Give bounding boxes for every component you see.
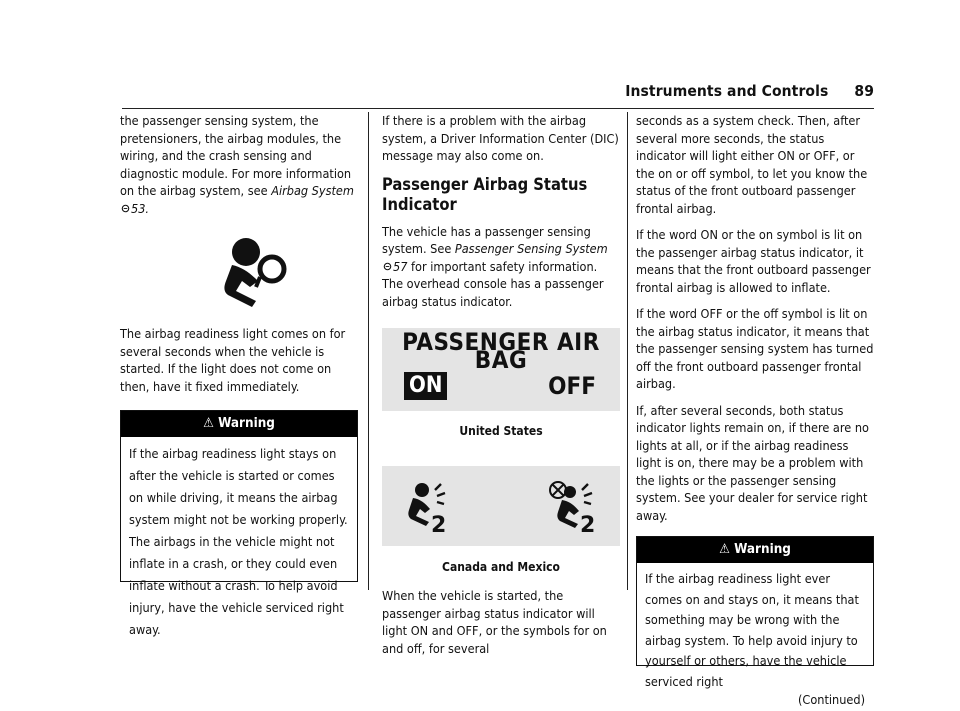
passenger-sensing-page[interactable]: 57 xyxy=(393,258,408,274)
canada-mexico-caption: Canada and Mexico xyxy=(442,559,560,574)
warning-triangle-icon: ⚠ xyxy=(719,542,730,557)
warning-triangle-icon: ⚠ xyxy=(203,416,214,431)
page-number: 89 xyxy=(854,82,874,100)
warning-box xyxy=(120,410,358,637)
readiness-paragraph: The airbag readiness light comes on for several seconds when the vehicle is started. If the light does not come on then, have it fixed immediately. xyxy=(120,326,346,394)
on-indicator: ON xyxy=(404,372,447,400)
header-rule xyxy=(122,108,874,109)
dic-paragraph: If there is a problem with the airbag system, a Driver Information Center (DIC) message may also come on. xyxy=(382,113,619,163)
svg-text:2: 2 xyxy=(431,512,447,536)
column-1 xyxy=(120,112,358,637)
us-indicator-panel xyxy=(382,328,620,411)
continued-label: (Continued) xyxy=(798,692,865,707)
column-divider xyxy=(627,112,628,590)
warning-header: ⚠ Warning xyxy=(637,537,873,563)
off-indicator: OFF xyxy=(548,372,596,400)
airbag-readiness-icon xyxy=(120,235,358,313)
airbag-system-page[interactable]: 53 xyxy=(131,200,146,216)
section-title: Instruments and Controls xyxy=(625,82,829,100)
passenger-airbag-on-icon xyxy=(402,480,462,536)
warning-header: ⚠ Warning xyxy=(121,411,357,437)
column-3 xyxy=(636,112,874,707)
status-paragraph: seconds as a system check. Then, after several more seconds, the status indicator will light either ON or OFF, or the on or off symbol, to let you know the status of the front outboard passenger frontal airbag. xyxy=(636,113,868,216)
on-status-paragraph: If the word ON or the on symbol is lit on the passenger airbag status indicator, it means that the front outboard passenger frontal airbag is allowed to inflate. xyxy=(636,227,871,295)
airbag-system-link[interactable]: Airbag System xyxy=(271,183,354,198)
warning-text: If the airbag readiness light ever comes on and stays on, it means that something may be wrong with the airbag system. To help avoid injury to yourself or others, have the vehicle serviced right (Continued) xyxy=(637,563,873,711)
system-check-paragraph: When the vehicle is started, the passenger airbag status indicator will light ON and OFF, or the symbols for on and off, for several xyxy=(382,588,607,656)
column-divider xyxy=(368,112,369,590)
intro-paragraph: the passenger sensing system, the pretensioners, the airbag modules, the wiring, and the crash sensing and diagnostic module. For more information on the airbag system, see Airbag System 53. xyxy=(120,113,354,216)
sensing-paragraph: The vehicle has a passenger sensing system. See Passenger Sensing System 57 for important safety information. The overhead console has a passenger airbag status indicator. xyxy=(382,223,608,309)
column-2 xyxy=(382,112,620,666)
us-caption: United States xyxy=(459,424,543,438)
page-header xyxy=(625,82,874,100)
section-heading: Passenger Airbag Status Indicator xyxy=(382,174,588,214)
warning-text: If the airbag readiness light stays on after the vehicle is started or comes on while driving, it means the airbag system might not be working properly. The airbags in the vehicle might not inflate in a crash, or they could even inflate without a crash. To help avoid injury, have the vehicle serviced right away. xyxy=(129,446,348,637)
passenger-sensing-link[interactable]: Passenger Sensing System xyxy=(454,241,608,256)
page-reference-icon xyxy=(121,204,130,213)
problem-paragraph: If, after several seconds, both status indicator lights remain on, if there are no lights at all, or if the airbag readiness light is on, there may be a problem with the lights or the passenger sensing system. See your dealer for service right away. xyxy=(636,402,869,523)
off-status-paragraph: If the word OFF or the off symbol is lit on the airbag status indicator, it means that the passenger sensing system has turned off the front outboard passenger frontal airbag. xyxy=(636,306,874,391)
warning-box xyxy=(636,536,874,707)
page-reference-icon xyxy=(383,262,392,271)
svg-text:2: 2 xyxy=(580,512,596,536)
passenger-airbag-off-icon xyxy=(546,480,606,536)
us-panel-title: PASSENGER AIR BAG xyxy=(402,328,600,374)
canada-mexico-indicator-panel xyxy=(382,466,620,546)
